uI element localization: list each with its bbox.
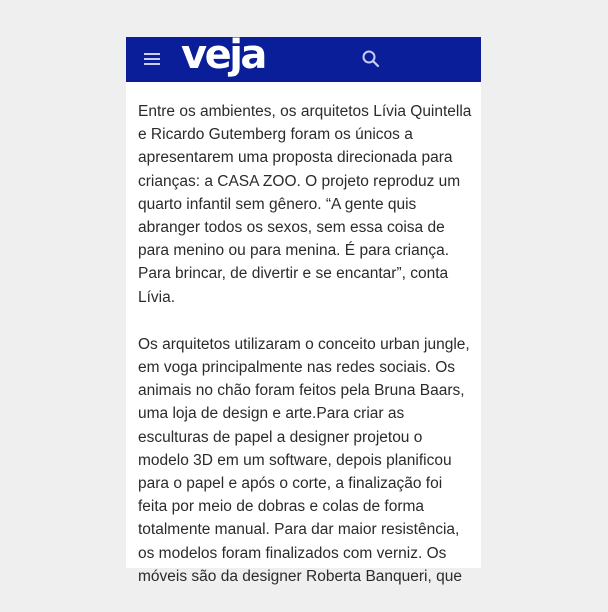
article-body <box>138 100 474 612</box>
phone-viewport <box>126 32 481 585</box>
veja-logo[interactable]: veja <box>181 32 265 78</box>
search-button[interactable] <box>359 47 383 71</box>
article-paragraph-1: Entre os ambientes, os arquitetos Lívia Quintella e Ricardo Gutemberg foram os únicos a apresentarem uma proposta direcionada para crianças: a CASA ZOO. O projeto reproduz um quarto infantil sem gênero. “A gente quis abranger todos os sexos, sem essa coisa de para menino ou para menina. É para criança. Para brincar, de divertir e se encantar”, conta Lívia. <box>138 103 472 306</box>
search-icon <box>359 47 383 71</box>
article-paragraph-2: Os arquitetos utilizaram o conceito urban jungle, em voga principalmente nas redes sociais. Os animais no chão foram feitos pela Bruna Baars, uma loja de design e arte.Para criar as esculturas de papel a designer projetou o modelo 3D em um software, depois planificou para o papel e após o corte, a finalização foi feita por meio de dobras e colas de forma totalmente manual. Para dar maior resistência, os modelos foram finalizados com verniz. Os móveis são da designer Roberta Banqueri, que <box>138 335 470 585</box>
hamburger-menu-icon <box>140 48 166 70</box>
menu-button[interactable] <box>140 48 166 70</box>
site-header <box>126 32 481 82</box>
